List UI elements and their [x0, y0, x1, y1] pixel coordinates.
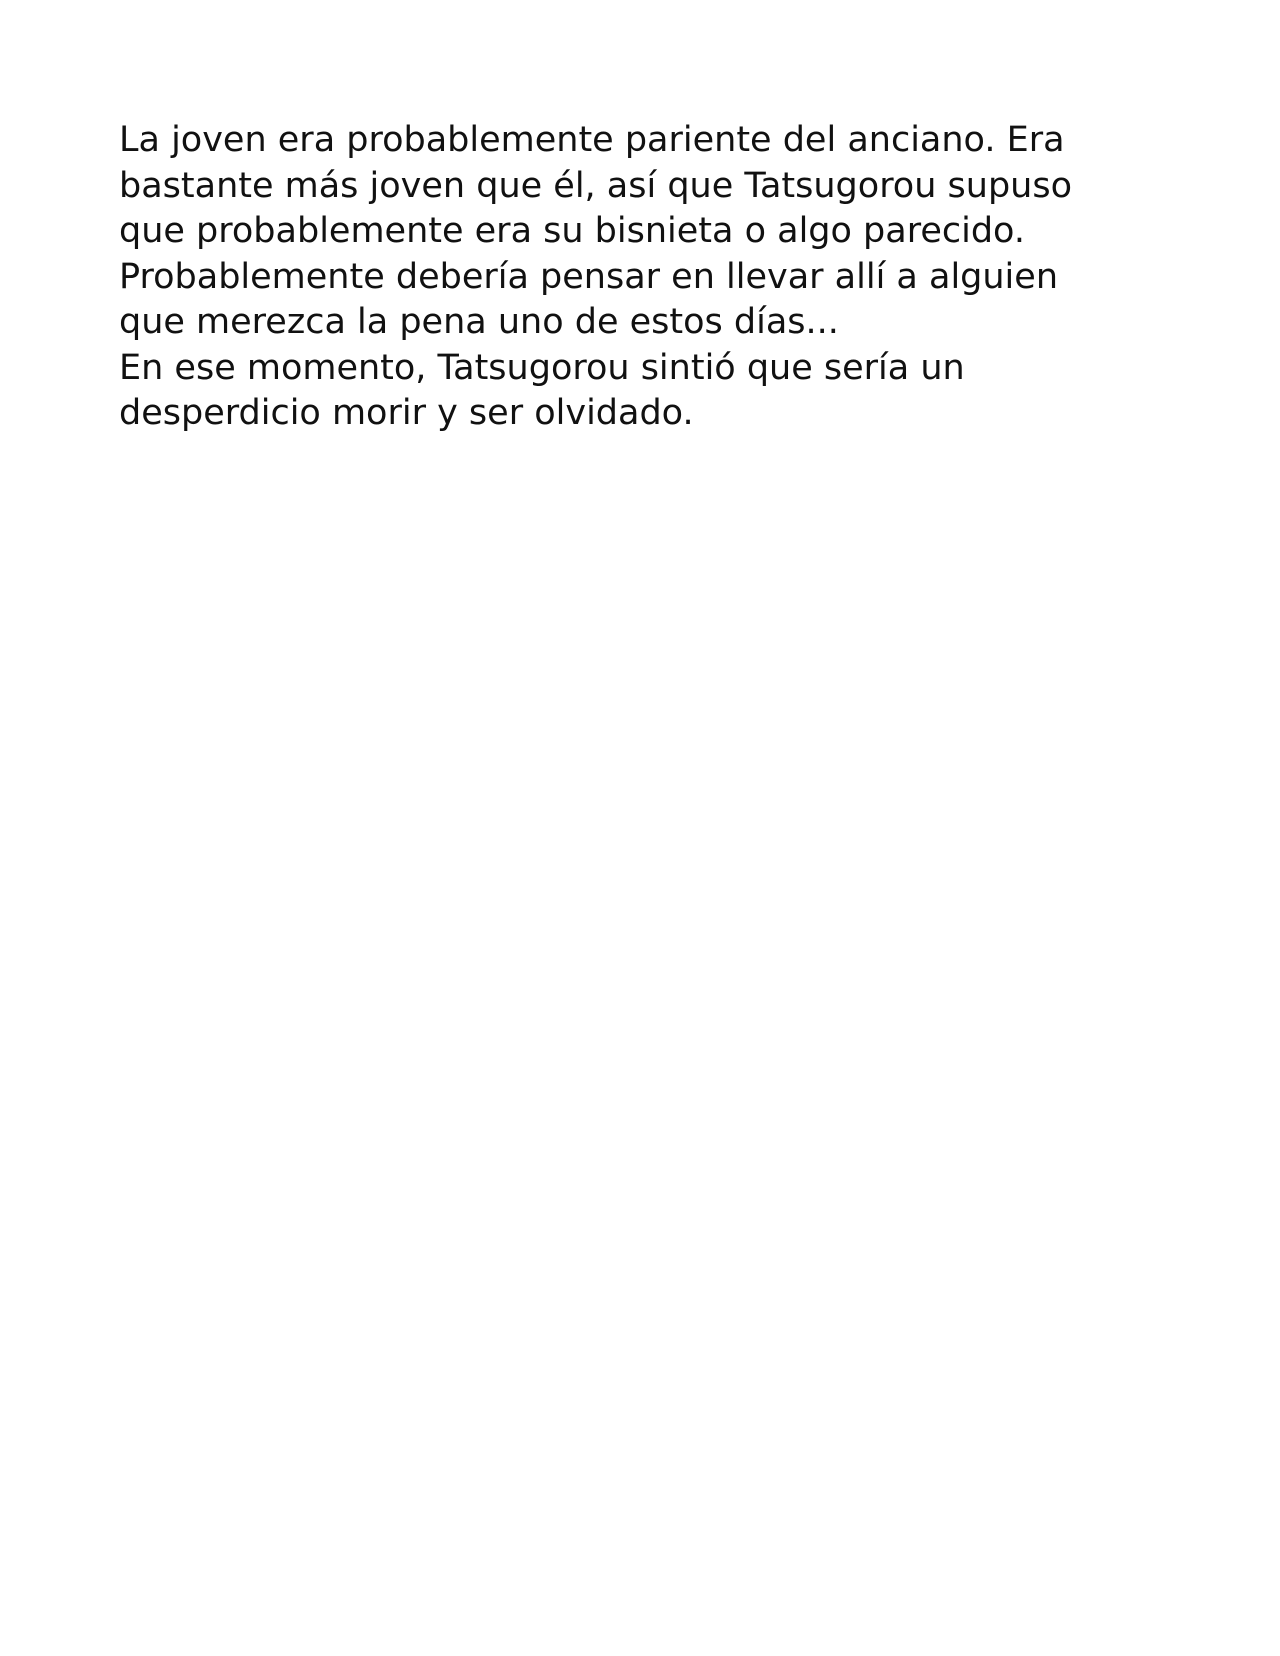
text-line-7: desperdicio morir y ser olvidado.	[119, 393, 694, 433]
text-line-3: que probablemente era su bisnieta o algo parecido.	[119, 211, 1025, 251]
text-line-6: En ese momento, Tatsugorou sintió que sería un	[119, 347, 965, 388]
text-line-5: que merezca la pena uno de estos días...	[119, 302, 839, 342]
text-line-1: La joven era probablemente pariente del anciano. Era	[119, 120, 1065, 160]
text-line-2: bastante más joven que él, así que Tatsugorou supuso	[119, 165, 1072, 206]
text-line-4: Probablemente debería pensar en llevar allí a alguien	[119, 256, 1059, 297]
body-text	[119, 118, 1199, 437]
